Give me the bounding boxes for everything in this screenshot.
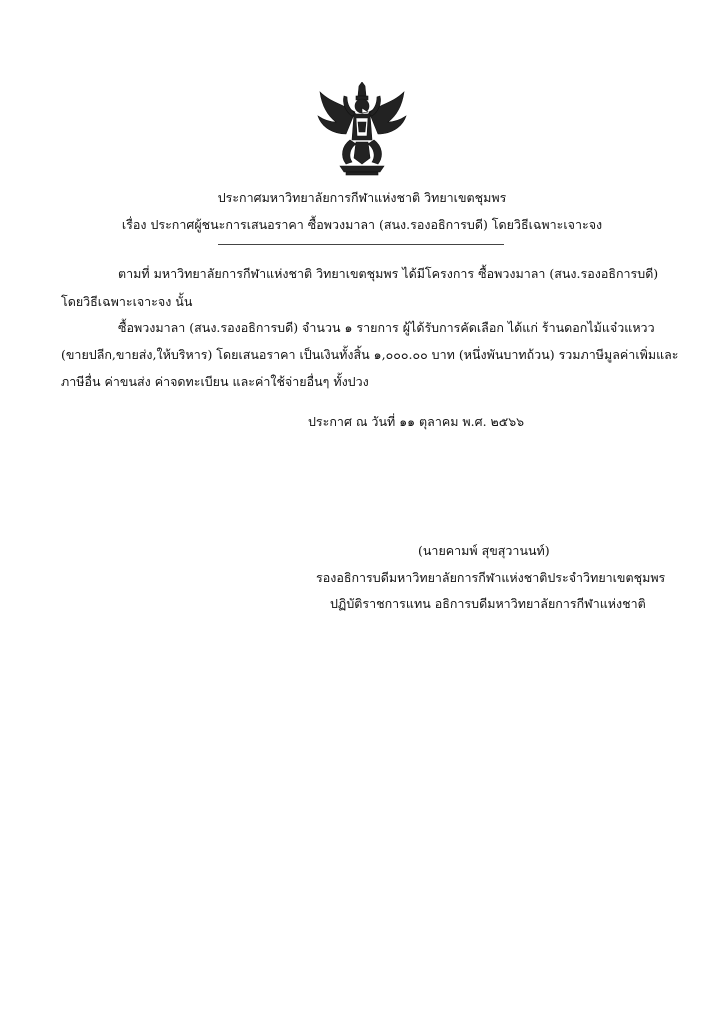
signatory-position-1: รองอธิการบดีมหาวิทยาลัยการกีฬาแห่งชาติประจำวิทยาเขตชุมพร [316,570,666,585]
paragraph-1-line-1: ตามที่ มหาวิทยาลัยการกีฬาแห่งชาติ วิทยาเขตชุมพร ได้มีโครงการ ซื้อพวงมาลา (สนง.รองอธิการบดี) [118,266,659,281]
announcement-subject: เรื่อง ประกาศผู้ชนะการเสนอราคา ซื้อพวงมาลา (สนง.รองอธิการบดี) โดยวิธีเฉพาะเจาะจง [121,217,603,232]
announcement-date: ประกาศ ณ วันที่ ๑๑ ตุลาคม พ.ศ. ๒๕๖๖ [308,414,525,429]
paragraph-1-line-2: โดยวิธีเฉพาะเจาะจง นั้น [61,294,193,309]
announcement-title: ประกาศมหาวิทยาลัยการกีฬาแห่งชาติ วิทยาเขตชุมพร [217,190,507,205]
signatory-name: (นายคามพ์ สุขสุวานนท์) [418,543,550,558]
signatory-position-2: ปฏิบัติราชการแทน อธิการบดีมหาวิทยาลัยการกีฬาแห่งชาติ [330,596,646,611]
paragraph-2-line-3: ภาษีอื่น ค่าขนส่ง ค่าจดทะเบียน และค่าใช้จ่ายอื่นๆ ทั้งปวง [61,374,369,389]
paragraph-2-line-1: ซื้อพวงมาลา (สนง.รองอธิการบดี) จำนวน ๑ รายการ ผู้ได้รับการคัดเลือก ได้แก่ ร้านดอกไม้แจ๋วแหวว [118,320,655,335]
paragraph-2-line-2: (ขายปลีก,ขายส่ง,ให้บริหาร) โดยเสนอราคา เป็นเงินทั้งสิ้น ๑,๐๐๐.๐๐ บาท (หนึ่งพันบาทถ้วน) รวมภาษีมูลค่าเพิ่มและ [61,347,679,362]
separator-line [218,244,504,245]
garuda-emblem-icon [312,82,412,182]
